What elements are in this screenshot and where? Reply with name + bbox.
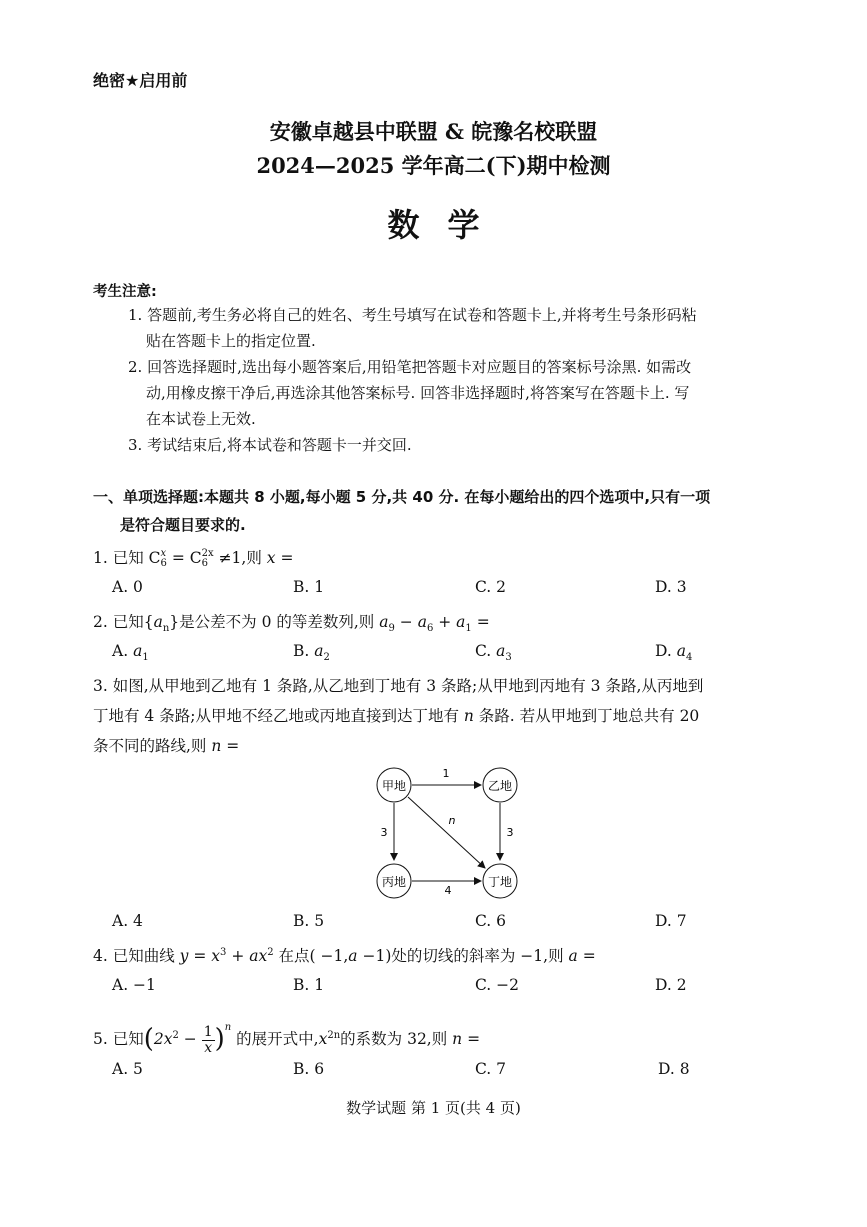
node-label-jia: 甲地	[381, 779, 407, 793]
q2-option-a: A. $a_1$	[112, 642, 149, 664]
notice-line: 2. 回答选择题时,选出每小题答案后,用铅笔把答题卡对应题目的答案标号涂黑. 如需改	[128, 358, 692, 376]
notice-line: 3. 考试结束后,将本试卷和答题卡一并交回.	[128, 436, 412, 454]
notice-line: 在本试卷上无效.	[146, 410, 256, 428]
q3-option-d: D. 7	[655, 912, 687, 930]
edge-label-jia-ding: n	[448, 814, 456, 827]
notice-heading: 考生注意:	[93, 284, 157, 300]
q2-option-b: B. $a_2$	[293, 642, 330, 664]
exam-title-line2: 2024—2025 学年高二(下)期中检测	[256, 153, 611, 178]
edge-jia-ding	[408, 797, 485, 868]
q1-option-a: A. 0	[112, 578, 143, 596]
q1-option-d: D. 3	[655, 578, 687, 596]
question-3-line2: 丁地有 4 条路;从甲地不经乙地或丙地直接到达丁地有 n 条路. 若从甲地到丁地总共有 20	[93, 707, 700, 725]
q5-option-b: B. 6	[293, 1060, 325, 1078]
node-label-ding: 丁地	[487, 875, 513, 889]
q4-option-c: C. −2	[475, 976, 520, 994]
q3-option-c: C. 6	[475, 912, 507, 930]
q4-option-d: D. 2	[655, 976, 687, 994]
edge-label-jia-yi: 1	[442, 767, 450, 780]
notice-line: 动,用橡皮擦干净后,再选涂其他答案标号. 回答非选择题时,将答案写在答题卡上. 写	[146, 384, 690, 402]
question-1: 1. 已知 C x 6 = C 2x 6 ≠1,则 x =	[93, 548, 294, 569]
subject-title: 数学	[387, 206, 508, 244]
q4-option-a: A. −1	[112, 976, 156, 994]
q4-option-b: B. 1	[293, 976, 325, 994]
edge-label-yi-ding: 3	[506, 826, 514, 839]
fraction: $\frac{1}{x}$	[203, 1023, 213, 1056]
q5-option-a: A. 5	[112, 1060, 143, 1078]
exam-title-line1: 安徽卓越县中联盟 & 皖豫名校联盟	[269, 119, 598, 144]
node-label-bing: 丙地	[381, 875, 407, 889]
notice-line: 1. 答题前,考生务必将自己的姓名、考生号填写在试卷和答题卡上,并将考生号条形码粘	[128, 306, 697, 324]
page-footer: 数学试题 第 1 页(共 4 页)	[346, 1099, 521, 1117]
question-3-line1: 3. 如图,从甲地到乙地有 1 条路,从乙地到丁地有 3 条路;从甲地到丙地有 3 条路,从丙地到	[93, 677, 704, 695]
q2-option-c: C. $a_3$	[475, 642, 512, 664]
section-heading-cont: 是符合题目要求的.	[120, 516, 246, 534]
q1-option-c: C. 2	[475, 578, 507, 596]
edge-label-jia-bing: 3	[380, 826, 388, 839]
section-heading: 一、单项选择题:本题共 8 小题,每小题 5 分,共 40 分. 在每小题给出的四个选项中,只有一项	[93, 488, 711, 506]
q3-option-b: B. 5	[293, 912, 325, 930]
q5-option-d: D. 8	[658, 1060, 690, 1078]
node-label-yi: 乙地	[487, 779, 513, 793]
notice-line: 贴在答题卡上的指定位置.	[146, 332, 316, 350]
question-2: 2. 已知$\{a_n\}$是公差不为 0 的等差数列,则 $a_9 - a_6 + a_1$ =	[93, 613, 490, 635]
q3-option-a: A. 4	[112, 912, 143, 930]
edge-label-bing-ding: 4	[444, 884, 452, 897]
question-3-line3: 条不同的路线,则 n =	[93, 737, 240, 755]
q1-option-b: B. 1	[293, 578, 325, 596]
q2-option-d: D. $a_4$	[655, 642, 693, 664]
q5-option-c: C. 7	[475, 1060, 507, 1078]
question-4: 4. 已知曲线 $y = x^3 + ax^2$ 在点( −1,a −1)处的切线的斜率为 −1,则 a =	[93, 946, 596, 965]
confidential-label: 绝密★启用前	[93, 71, 188, 90]
question-5: 5. 已知($2x^2$ − $\frac{1}{x}$ )$^n$ 的展开式中$,x^{2n}$的系数为 32,则 n =	[93, 1022, 481, 1056]
route-diagram	[360, 760, 530, 900]
